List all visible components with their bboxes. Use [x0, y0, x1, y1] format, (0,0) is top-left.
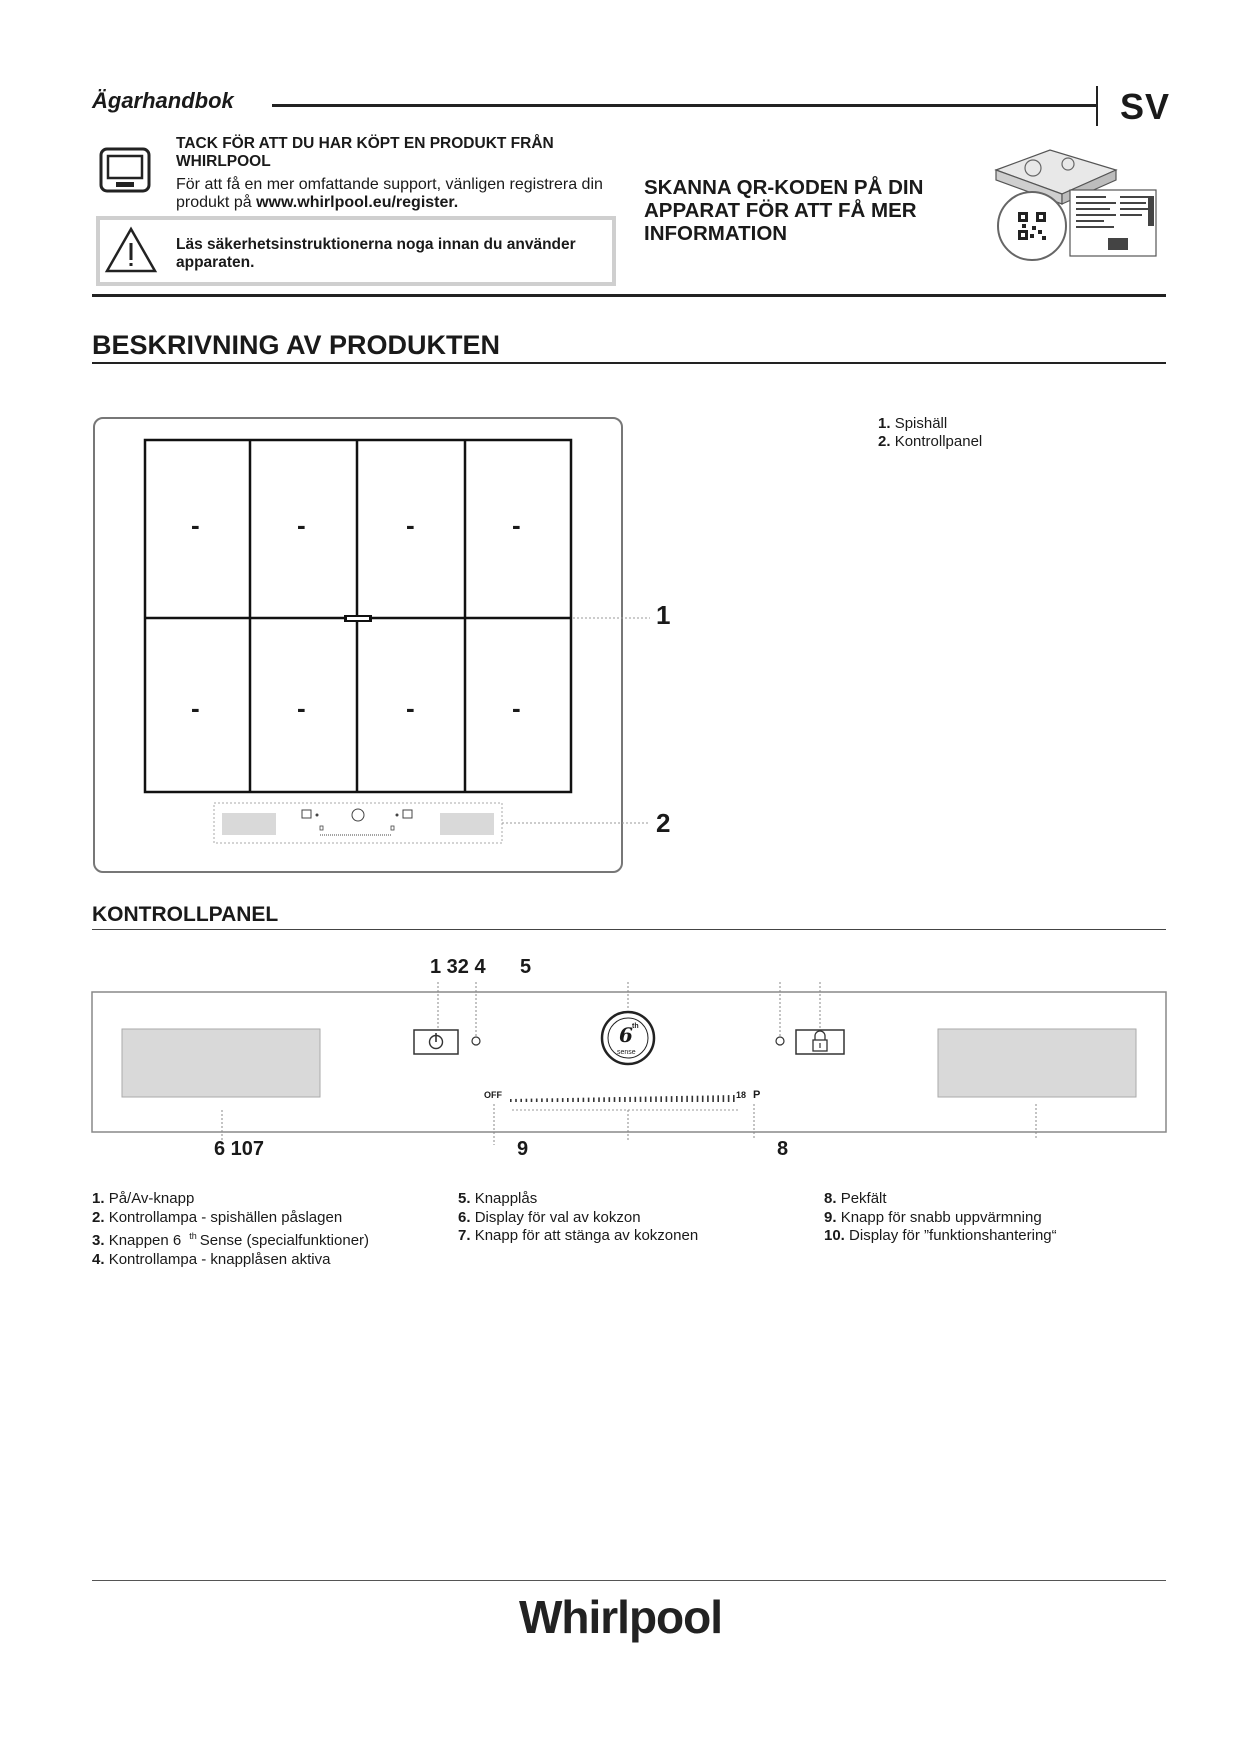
- legend-item: 3. Knappen 6 $^{th}$ Sense (specialfunktioner): [92, 1231, 370, 1249]
- zone-mark: -: [406, 510, 415, 540]
- slider-tick: [728, 1095, 730, 1102]
- slider-tick: [676, 1096, 678, 1102]
- callout-hob: 1: [656, 600, 671, 630]
- register-link[interactable]: www.whirlpool.eu/register.: [256, 194, 459, 211]
- legend-item: 4. Kontrollampa - knapplåsen aktiva: [92, 1250, 331, 1268]
- zone-mark: -: [512, 510, 521, 540]
- label-numbers-top: 1 32 4: [430, 956, 486, 978]
- slider-tick: [645, 1097, 647, 1102]
- slider-tick: [572, 1098, 574, 1102]
- legend-item: 9. Knapp för snabb uppvärmning: [824, 1208, 1042, 1226]
- slider-tick: [629, 1097, 631, 1102]
- slider-tick: [526, 1099, 528, 1102]
- slider-tick: [520, 1099, 522, 1102]
- legend-item: 8. Pekfält: [824, 1190, 887, 1207]
- slider-tick: [624, 1097, 626, 1102]
- slider-tick: [681, 1096, 683, 1102]
- slider-tick: [557, 1098, 559, 1102]
- legend-column-1: [92, 1190, 432, 1269]
- slider-tick: [531, 1099, 533, 1102]
- thanks-heading: TACK FÖR ATT DU HAR KÖPT EN PRODUKT FRÅN WHIRLPOOL: [176, 135, 554, 170]
- legend-item: 6. Display för val av kokzon: [458, 1208, 641, 1226]
- slider-max-label: 18: [736, 1090, 747, 1100]
- sixth-sense-button[interactable]: 6: [619, 1023, 633, 1047]
- zone-mark: -: [297, 693, 306, 723]
- zone-mark: -: [191, 510, 200, 540]
- control-panel-title: KONTROLLPANEL: [92, 903, 279, 926]
- slider-tick: [541, 1098, 543, 1102]
- legend-item: 7. Knapp för att stänga av kokzonen: [458, 1227, 699, 1244]
- slider-tick: [733, 1095, 735, 1102]
- sixth-sense-label: sense: [617, 1049, 636, 1056]
- zone-mark: -: [297, 510, 306, 540]
- slider-tick: [546, 1098, 548, 1102]
- legend-column-2: [458, 1190, 798, 1246]
- slider-tick: [655, 1096, 657, 1102]
- label-number-5: 5: [520, 956, 532, 978]
- slider-tick: [692, 1096, 694, 1102]
- slider-tick: [702, 1096, 704, 1102]
- sixth-sense-sup: th: [632, 1023, 639, 1030]
- slider-tick: [660, 1096, 662, 1102]
- safety-notice: Läs säkerhetsinstruktionerna noga innan du använder apparaten.: [176, 236, 576, 271]
- slider-tick: [707, 1096, 709, 1103]
- slider-tick: [640, 1097, 642, 1102]
- slider-tick: [593, 1098, 595, 1103]
- slider-tick: [552, 1098, 554, 1102]
- legend-item: 2. Kontrollampa - spishällen påslagen: [92, 1208, 343, 1226]
- legend-item: 2. Kontrollpanel: [878, 433, 983, 450]
- footer-rule: [92, 1580, 1166, 1581]
- slider-tick: [577, 1098, 579, 1102]
- legend-item: 1. På/Av-knapp: [92, 1190, 195, 1207]
- legend-item: 10. Display för ”funktionshantering“: [824, 1227, 1057, 1244]
- manual-title: Ägarhandbok: [92, 88, 234, 113]
- slider-tick: [515, 1099, 517, 1102]
- slider-tick: [723, 1095, 725, 1102]
- slider-tick: [588, 1098, 590, 1102]
- slider-ticks[interactable]: [510, 1095, 735, 1102]
- register-text: För att få en mer omfattande support, vänligen registrera din produkt på www.whirlpool.eu/register.: [176, 176, 603, 211]
- slider-tick: [697, 1096, 699, 1102]
- slider-tick: [583, 1098, 585, 1102]
- slider-tick: [650, 1097, 652, 1103]
- slider-tick: [598, 1097, 600, 1102]
- zone-mark: -: [406, 693, 415, 723]
- slider-tick: [562, 1098, 564, 1102]
- legend-item: 5. Knapplås: [458, 1190, 538, 1207]
- zone-mark: -: [191, 693, 200, 723]
- language-code: SV: [1120, 86, 1171, 127]
- section-title: BESKRIVNING AV PRODUKTEN: [92, 330, 501, 360]
- slider-tick: [671, 1096, 673, 1102]
- slider-p-label: P: [753, 1089, 761, 1101]
- whirlpool-logo: Whirlpool: [518, 1591, 723, 1643]
- slider-tick: [510, 1099, 512, 1102]
- slider-tick: [635, 1097, 637, 1102]
- slider-tick: [609, 1097, 611, 1102]
- slider-tick: [666, 1096, 668, 1102]
- slider-tick: [686, 1096, 688, 1102]
- label-number-9: 9: [517, 1138, 529, 1160]
- callout-control-panel: 2: [656, 808, 671, 838]
- qr-instruction: SKANNA QR-KODEN PÅ DIN APPARAT FÖR ATT FÅ MER INFORMATION: [644, 176, 924, 245]
- slider-tick: [619, 1097, 621, 1102]
- slider-tick: [614, 1097, 616, 1102]
- legend-column-3: [824, 1190, 1184, 1246]
- zone-mark: -: [512, 693, 521, 723]
- slider-off-label: OFF: [484, 1090, 502, 1100]
- legend-item: 1. Spishäll: [878, 415, 948, 432]
- slider-tick: [717, 1095, 719, 1102]
- slider-tick: [603, 1097, 605, 1102]
- slider-tick: [712, 1095, 714, 1102]
- label-number-8: 8: [777, 1138, 789, 1160]
- slider-tick: [536, 1099, 538, 1103]
- label-numbers-bottom: 6 107: [214, 1138, 265, 1160]
- slider-tick: [567, 1098, 569, 1102]
